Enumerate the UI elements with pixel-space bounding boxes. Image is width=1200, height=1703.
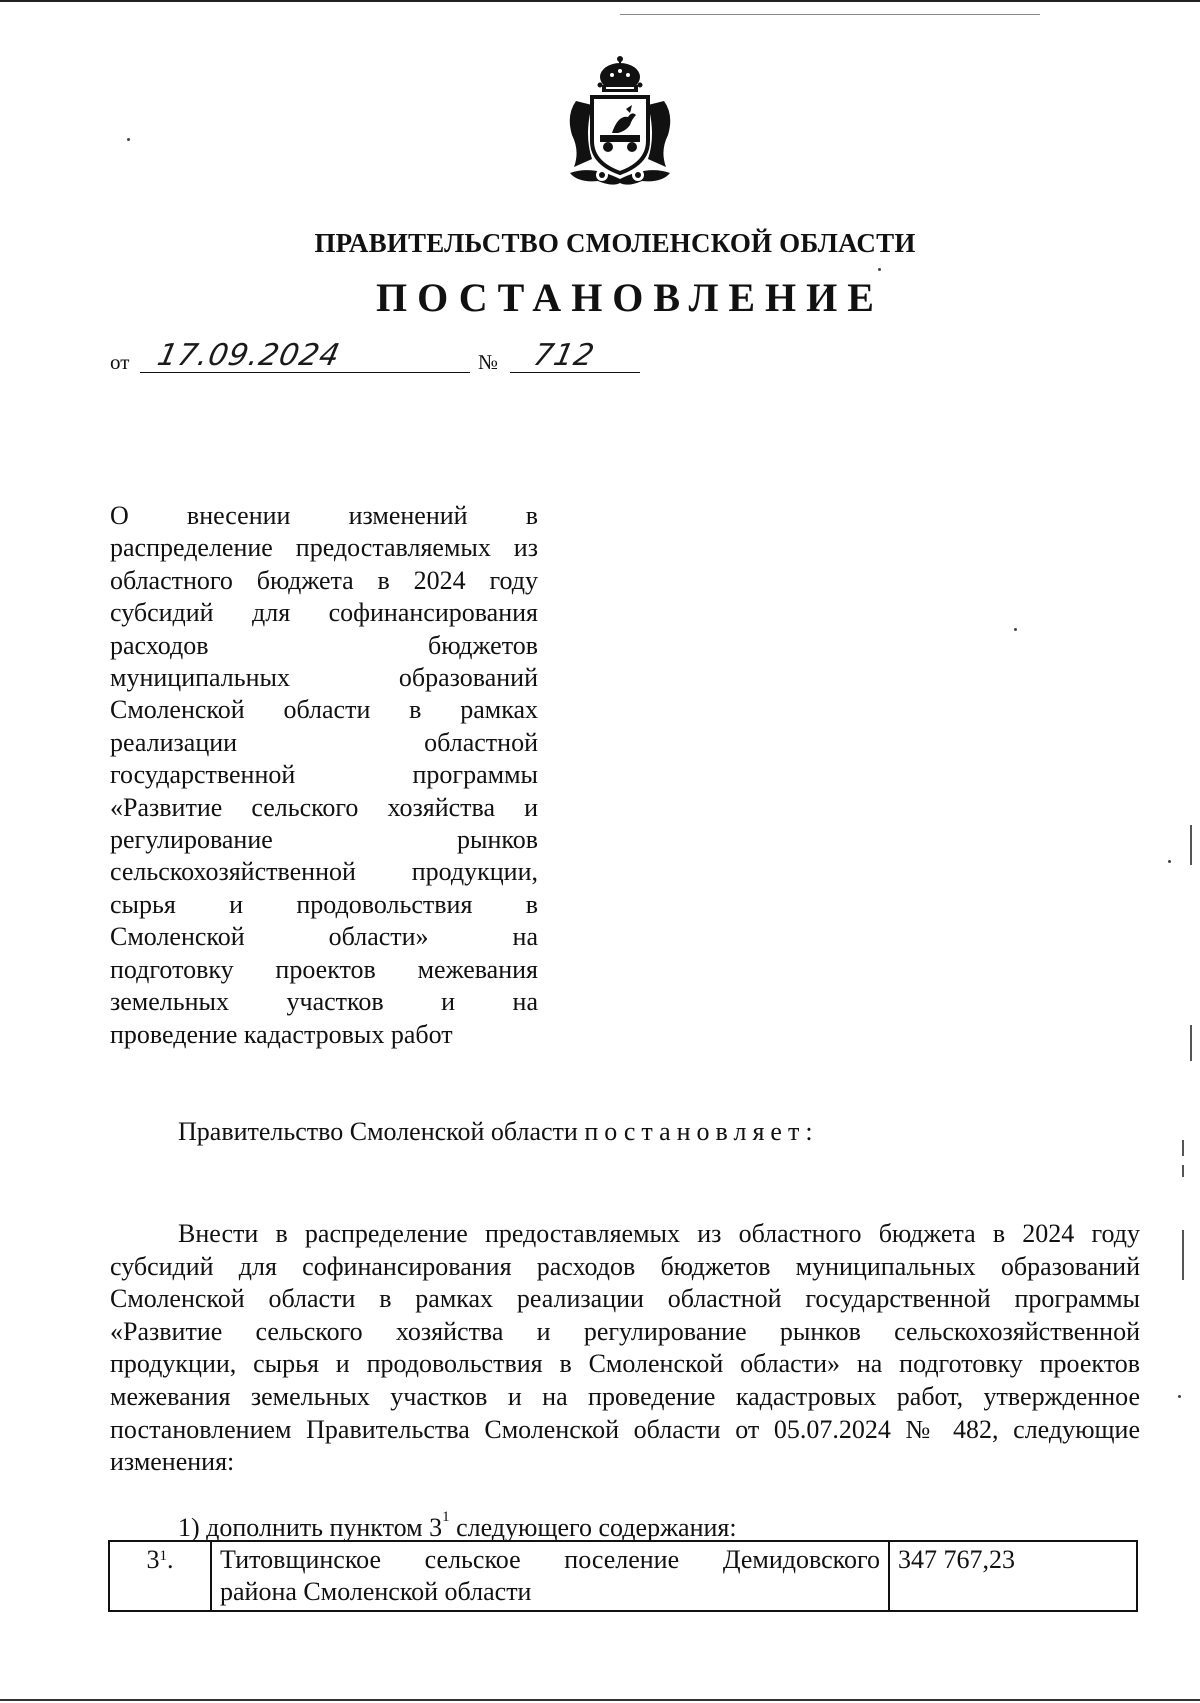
amendment-item-suffix: следующего содержания: (449, 1513, 737, 1542)
row-number-suffix: . (167, 1545, 174, 1574)
document-subject (110, 500, 538, 1051)
document-type-title: ПОСТАНОВЛЕНИЕ (376, 275, 884, 320)
table-row (109, 1541, 1137, 1611)
handwritten-number: 712 (530, 338, 598, 373)
scan-mark (1190, 825, 1192, 865)
subject-line: расходов бюджетов (110, 630, 538, 660)
scan-line (620, 14, 1040, 15)
row-number-sup: 1 (159, 1548, 167, 1564)
subject-line: подготовку проектов межевания (110, 954, 538, 984)
scan-dot (127, 138, 130, 141)
subject-line: земельных участков и на (110, 987, 538, 1017)
preamble (178, 1117, 819, 1147)
municipality-line: Титовщинское сельское поселение Демидовского (220, 1545, 880, 1574)
amount-cell (889, 1541, 1137, 1611)
body-line: изменения: (110, 1447, 235, 1477)
subject-line: сельскохозяйственной продукции, (110, 857, 538, 887)
government-title: ПРАВИТЕЛЬСТВО СМОЛЕНСКОЙ ОБЛАСТИ (314, 228, 916, 258)
row-number-cell (109, 1541, 211, 1611)
subject-line: распределение предоставляемых из (110, 533, 538, 563)
distribution-table (108, 1540, 1138, 1612)
scan-border-bottom (0, 1699, 1200, 1701)
body-line: Смоленской области в рамках реализации областной государственной программы (110, 1284, 1140, 1314)
subject-line: «Развитие сельского хозяйства и (110, 792, 538, 822)
body-line: постановлением Правительства Смоленской области от 05.07.2024 № 482, следующие (110, 1414, 1140, 1444)
number-label: № (478, 350, 499, 374)
subject-line: проведение кадастровых работ (110, 1019, 453, 1049)
amendment-item (178, 1509, 737, 1543)
scan-mark (1182, 1230, 1184, 1280)
subject-line: государственной программы (110, 760, 538, 790)
body-line: субсидий для софинансирования расходов бюджетов муниципальных образований (110, 1251, 1140, 1281)
smolensk-coat-of-arms-icon (562, 55, 678, 189)
subject-line: субсидий для софинансирования (110, 598, 538, 628)
subject-line: Смоленской области» на (110, 922, 538, 952)
scan-mark (1182, 1165, 1184, 1177)
scan-dot (1014, 628, 1017, 631)
preamble-text: Правительство Смоленской области (178, 1117, 578, 1146)
municipality-cell (211, 1541, 889, 1611)
body-line: Внести в распределение предоставляемых из областного бюджета в 2024 году (178, 1219, 1140, 1248)
date-from-label: от (110, 350, 130, 374)
handwritten-date: 17.09.2024 (154, 338, 344, 373)
scan-mark (1190, 1025, 1192, 1061)
amount-value: 347 767,23 (898, 1545, 1015, 1574)
scan-dot (1168, 860, 1171, 863)
subject-line: областного бюджета в 2024 году (110, 565, 538, 595)
body-line: межевания земельных участков и на проведение кадастровых работ, утвержденное (110, 1381, 1140, 1411)
subject-line: реализации областной (110, 727, 538, 757)
amendment-item-prefix: 1) дополнить пунктом 3 (178, 1513, 443, 1542)
amendment-item-sup: 1 (442, 1509, 450, 1525)
subject-line: О внесении изменений в (110, 501, 538, 530)
subject-line: сырья и продовольствия в (110, 889, 538, 919)
row-number: 3 (146, 1545, 160, 1574)
scan-mark (1182, 1140, 1184, 1156)
subject-line: муниципальных образований (110, 663, 538, 693)
scan-dot (1178, 1395, 1181, 1398)
document-body (110, 1218, 1140, 1479)
preamble-verb: постановляет: (584, 1117, 819, 1146)
subject-line: регулирование рынков (110, 825, 538, 855)
municipality-line: района Смоленской области (220, 1577, 532, 1606)
subject-line: Смоленской области в рамках (110, 695, 538, 725)
scan-dot (878, 268, 881, 271)
scan-border-top (0, 0, 1200, 2)
body-line: продукции, сырья и продовольствия в Смоленской области» на подготовку проектов (110, 1349, 1140, 1379)
body-line: «Развитие сельского хозяйства и регулирование рынков сельскохозяйственной (110, 1316, 1140, 1346)
